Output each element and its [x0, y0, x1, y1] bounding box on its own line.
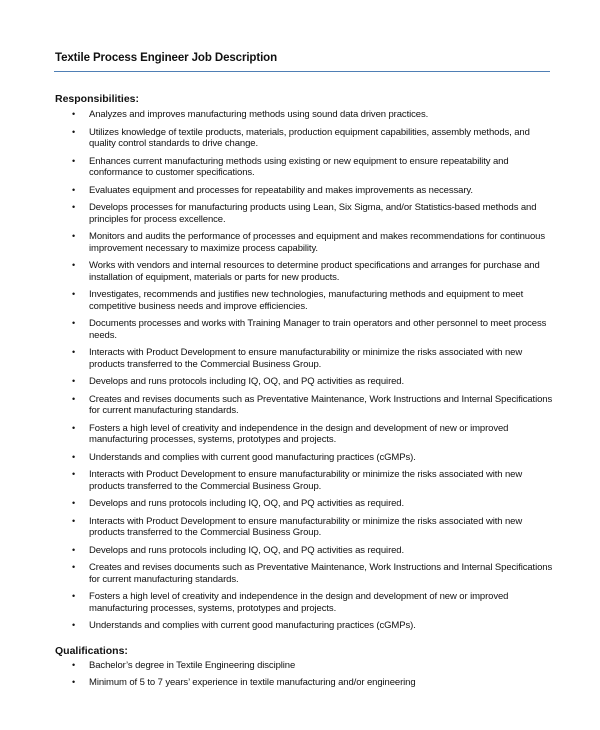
responsibilities-heading: Responsibilities:	[55, 93, 140, 105]
list-item	[70, 127, 556, 150]
bullet-icon: •	[72, 376, 76, 386]
list-item	[70, 231, 556, 254]
bullet-icon: •	[72, 620, 76, 630]
list-item	[70, 545, 556, 557]
list-item	[70, 394, 556, 417]
qualifications-list	[70, 660, 556, 694]
list-item-text: Minimum of 5 to 7 years’ experience in textile manufacturing and/or engineering	[89, 677, 416, 688]
bullet-icon: •	[72, 347, 76, 357]
list-item-text: Develops and runs protocols including IQ, OQ, and PQ activities as required.	[89, 544, 405, 556]
document-title: Textile Process Engineer Job Description	[55, 52, 278, 64]
list-item-text: Enhances current manufacturing methods using existing or new equipment to ensure repeatability and conformance to customer specifications.	[89, 155, 509, 178]
list-item	[70, 452, 556, 464]
bullet-icon: •	[72, 393, 76, 404]
bullet-icon: •	[72, 318, 76, 328]
list-item-text: Utilizes knowledge of textile products, materials, production equipment capabilities, assembly methods, and quality control standards to drive change.	[89, 126, 530, 149]
bullet-icon: •	[72, 591, 76, 601]
list-item	[70, 260, 556, 283]
list-item-text: Interacts with Product Development to ensure manufacturability or minimize the risks associated with new products transferred to the Commercial Business Group.	[89, 347, 523, 370]
responsibilities-list	[70, 109, 556, 638]
list-item	[70, 109, 556, 121]
bullet-icon: •	[72, 202, 76, 212]
bullet-icon: •	[72, 126, 76, 137]
list-item	[70, 347, 556, 370]
list-item-text: Creates and revises documents such as Preventative Maintenance, Work Instructions and Internal Specifications for current manufacturing standards.	[89, 393, 553, 416]
list-item	[70, 677, 556, 689]
list-item	[70, 516, 556, 539]
list-item-text: Develops and runs protocols including IQ, OQ, and PQ activities as required.	[89, 376, 405, 387]
list-item-text: Understands and complies with current good manufacturing practices (cGMPs).	[89, 620, 416, 631]
bullet-icon: •	[72, 109, 76, 119]
list-item	[70, 156, 556, 179]
list-item-text: Investigates, recommends and justifies new technologies, manufacturing methods and equipment to meet competitive business needs and improve efficiencies.	[89, 289, 524, 312]
list-item-text: Interacts with Product Development to ensure manufacturability or minimize the risks associated with new products transferred to the Commercial Business Group.	[89, 515, 523, 538]
bullet-icon: •	[72, 469, 76, 479]
list-item-text: Monitors and audits the performance of processes and equipment and makes recommendations for continuous improvement necessary to maximize process capability.	[89, 231, 545, 254]
list-item-text: Fosters a high level of creativity and independence in the design and development of new or improved manufacturing processes, systems, prototypes and projects.	[89, 591, 509, 614]
list-item	[70, 469, 556, 492]
bullet-icon: •	[72, 677, 76, 687]
bullet-icon: •	[72, 422, 76, 433]
list-item	[70, 620, 556, 632]
list-item-text: Creates and revises documents such as Preventative Maintenance, Work Instructions and Internal Specifications for current manufacturing standards.	[89, 562, 553, 585]
list-item-text: Works with vendors and internal resources to determine product specifications and arranges for purchase and installation of equipment, materials or parts for new products.	[89, 260, 540, 283]
list-item-text: Understands and complies with current good manufacturing practices (cGMPs).	[89, 451, 416, 463]
list-item	[70, 498, 556, 510]
list-item	[70, 289, 556, 312]
bullet-icon: •	[72, 451, 76, 462]
bullet-icon: •	[72, 660, 76, 670]
list-item-text: Documents processes and works with Training Manager to train operators and other personnel to meet process needs.	[89, 318, 547, 341]
list-item	[70, 318, 556, 341]
list-item	[70, 376, 556, 388]
list-item-text: Interacts with Product Development to ensure manufacturability or minimize the risks associated with new products transferred to the Commercial Business Group.	[89, 469, 523, 492]
list-item	[70, 202, 556, 225]
list-item	[70, 423, 556, 446]
bullet-icon: •	[72, 184, 76, 195]
list-item-text: Develops and runs protocols including IQ, OQ, and PQ activities as required.	[89, 498, 405, 509]
title-underline-divider	[54, 71, 550, 72]
bullet-icon: •	[72, 155, 76, 166]
list-item-text: Analyzes and improves manufacturing methods using sound data driven practices.	[89, 109, 429, 120]
list-item	[70, 591, 556, 614]
qualifications-heading: Qualifications:	[55, 645, 128, 657]
bullet-icon: •	[72, 498, 76, 508]
list-item-text: Evaluates equipment and processes for repeatability and makes improvements as necessary.	[89, 184, 473, 196]
bullet-icon: •	[72, 515, 76, 526]
bullet-icon: •	[72, 544, 76, 555]
bullet-icon: •	[72, 562, 76, 572]
bullet-icon: •	[72, 289, 76, 299]
list-item-text: Develops processes for manufacturing products using Lean, Six Sigma, and/or Statistics-based methods and principles for process excellence.	[89, 202, 537, 225]
list-item	[70, 660, 556, 672]
bullet-icon: •	[72, 231, 76, 241]
list-item	[70, 562, 556, 585]
list-item-text: Fosters a high level of creativity and independence in the design and development of new or improved manufacturing processes, systems, prototypes and projects.	[89, 422, 509, 445]
bullet-icon: •	[72, 260, 76, 270]
list-item-text: Bachelor’s degree in Textile Engineering discipline	[89, 660, 296, 671]
list-item	[70, 185, 556, 197]
